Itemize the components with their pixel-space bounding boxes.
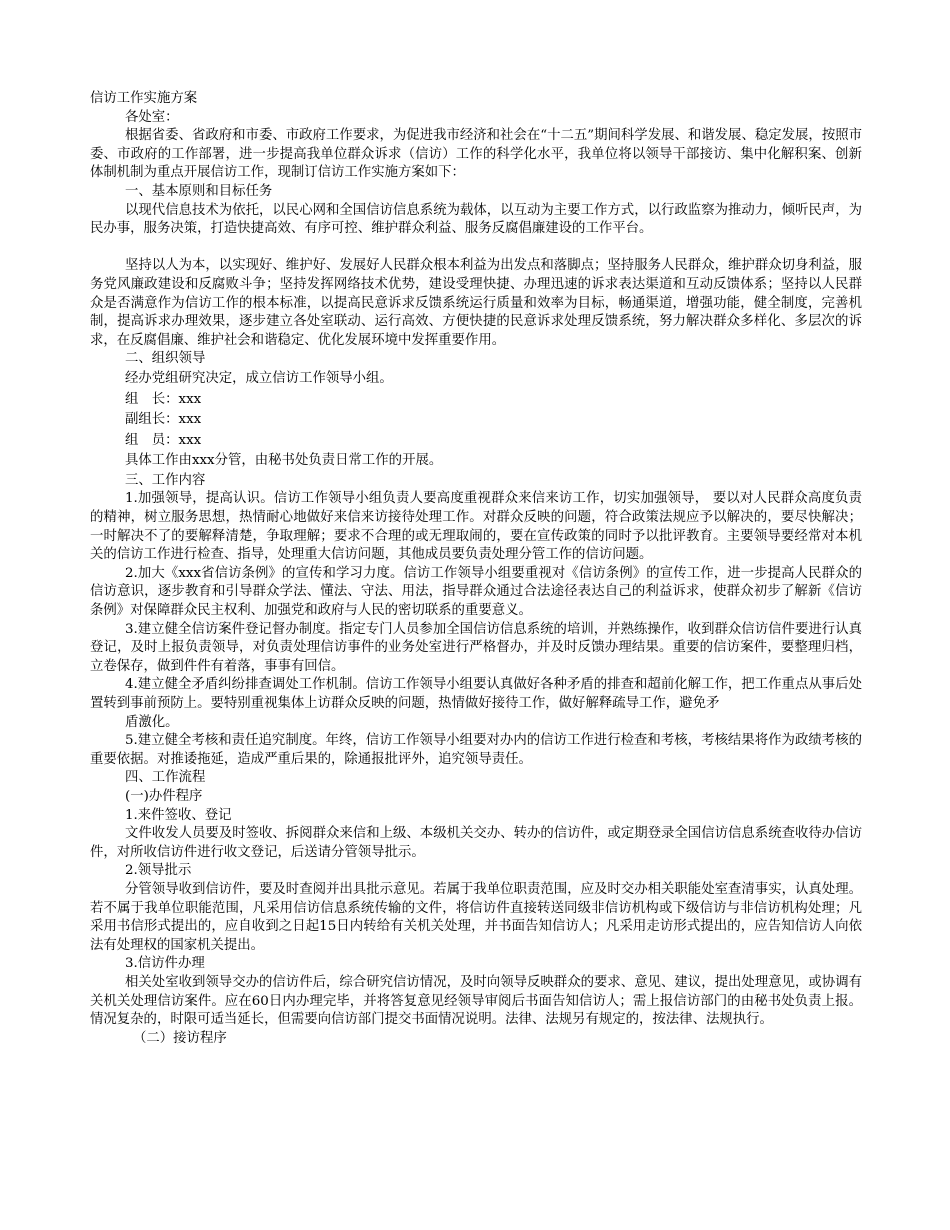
section3-item-5: 5.建立健全考核和责任追究制度。年终，信访工作领导小组要对办内的信访工作进行检查和考核，考核结果将作为政绩考核的重要依据。对推诿拖延，造成严重后果的，除通报批评外，追究领导责任。 [90,733,862,767]
deputy-leader-line: 副组长：xxx [125,412,202,428]
step2-text: 分管领导收到信访件，要及时查阅并出具批示意见。若属于我单位职责范围，应及时交办相关职能处室查清事实，认真处理。若不属于我单位职能范围，凡采用信访信息系统传输的文件，将信访件直接转送同级非信访机构或下级信访与非信访机构处理；凡采用书信形式提出的，应自收到之日起15日内转给有关机关处理，并书面告知信访人；凡采用走访形式提出的，应告知信访人向依法有处理权的国家机关提出。 [90,881,862,953]
step3-title: 3.信访件办理 [125,956,205,972]
section4-heading: 四、工作流程 [125,770,206,786]
intro-paragraph: 根据省委、省政府和市委、市政府工作要求，为促进我市经济和社会在“十二五”期间科学发展、和谐发展、稳定发展，按照市委、市政府的工作部署，进一步提高我单位群众诉求（信访）工作的科学化水平，我单位将以领导干部接访、集中化解积案、创新体制机制为重点开展信访工作，现制订信访工作实施方案如下： [90,128,862,181]
step1-text: 文件收发人员要及时签收、拆阅群众来信和上级、本级机关交办、转办的信访件，或定期登录全国信访信息系统查收待办信访件，对所收信访件进行收文登记，后送请分管领导批示。 [90,826,862,860]
section2-paragraph-1: 经办党组研究决定，成立信访工作领导小组。 [125,370,393,386]
section3-item-4-continuation: 盾激化。 [125,714,179,730]
section3-item-2: 2.加大《xxx省信访条例》的宣传和学习力度。信访工作领导小组要重视对《信访条例》的宣传工作，进一步提高人民群众的信访意识，逐步教育和引导群众学法、懂法、守法、用法，指导群众通过合法途径表达自己的利益诉求，使群众初步了解新《信访条例》对保障群众民主权利、加强党和政府与人民的密切联系的重要意义。 [90,565,862,619]
document-page [90,90,862,1048]
section3-item-1: 1.加强领导，提高认识。信访工作领导小组负责人要高度重视群众来信来访工作，切实加强领导， 要以对人民群众高度负责的精神，树立服务思想，热情耐心地做好来信来访接待处理工作。对群众反映的问题，符合政策法规应予以解决的，要尽快解决；一时解决不了的要解释清楚，争取理解；要求不合理的或无理取闹的，要在宣传政策的同时予以批评教育。主要领导要经常对本机关的信访工作进行检查、指导，处理重大信访问题，其他成员要负责处理分管工作的信访问题。 [90,491,862,563]
section1-heading: 一、基本原则和目标任务 [125,183,273,199]
step2-title: 2.领导批示 [125,863,192,879]
section2-heading: 二、组织领导 [125,351,206,367]
section1-paragraph-1: 以现代信息技术为依托，以民心网和全国信访信息系统为载体，以互动为主要工作方式，以行政监察为推动力，倾听民声，为民办事，服务决策，打造快捷高效、有序可控、维护群众利益、服务反腐倡廉建设的工作平台。 [90,202,862,237]
doc-title: 信访工作实施方案 [90,91,198,106]
salutation: 各处室： [125,109,179,125]
section4-subheading-1: (一)办件程序 [125,788,203,804]
section3-item-3: 3.建立健全信访案件登记督办制度。指定专门人员参加全国信访信息系统的培训，并熟练操作，收到群众信访信件要进行认真登记，及时上报负责领导，对负责处理信访事件的业务处室进行严格督办，并及时反馈办理结果。重要的信访案件，要整理归档，立卷保存，做到件件有着落，事事有回信。 [90,621,862,674]
section4-subheading-2: （二）接访程序 [133,1030,227,1046]
section1-paragraph-2: 坚持以人为本，以实现好、维护好、发展好人民群众根本利益为出发点和落脚点；坚持服务人民群众，维护群众切身利益，服务党风廉政建设和反腐败斗争；坚持发挥网络技术优势，建设受理快捷、办理迅速的诉求表达渠道和互动反馈体系；坚持以人民群众是否满意作为信访工作的根本标准，以提高民意诉求反馈系统运行质量和效率为目标，畅通渠道，增强功能，健全制度，完善机制，提高诉求办理效果，逐步建立各处室联动、运行高效、方便快捷的民意诉求处理反馈系统，努力解决群众多样化、多层次的诉求，在反腐倡廉、维护社会和谐稳定、优化发展环境中发挥重要作用。 [90,258,862,348]
step3-text: 相关处室收到领导交办的信访件后，综合研究信访情况，及时向领导反映群众的要求、意见、建议，提出处理意见，或协调有关机关处理信访案件。应在60日内办理完毕，并将答复意见经领导审阅后书面告知信访人；需上报信访部门的由秘书处负责上报。情况复杂的，时限可适当延长，但需要向信访部门提交书面情况说明。法律、法规另有规定的，按法律、法规执行。 [90,974,862,1028]
section2-paragraph-2: 具体工作由xxx分管，由秘书处负责日常工作的开展。 [125,453,443,469]
step1-title: 1.来件签收、登记 [125,807,232,823]
section3-item-4: 4.建立健全矛盾纠纷排查调处工作机制。信访工作领导小组要认真做好各种矛盾的排查和超前化解工作，把工作重点从事后处置转到事前预防上。要特别重视集体上访群众反映的问题，热情做好接待工作，做好解释疏导工作，避免矛 [90,677,862,711]
section3-heading: 三、工作内容 [125,472,206,488]
member-line: 组 员：xxx [125,432,202,448]
leader-line: 组 长：xxx [125,391,202,407]
